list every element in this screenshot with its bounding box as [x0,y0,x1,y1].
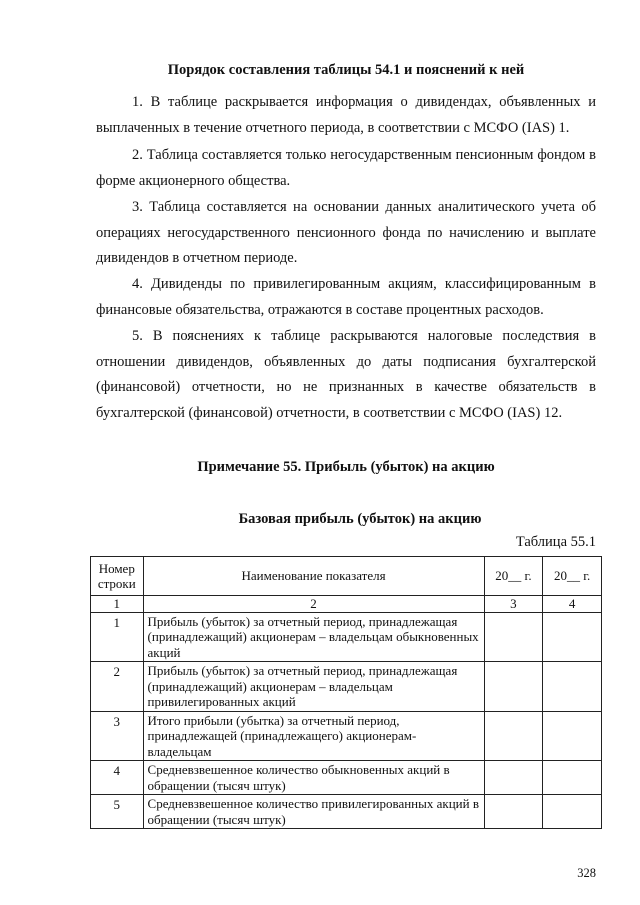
row-value-year-1[interactable] [484,612,543,662]
row-num: 1 [91,612,144,662]
index-cell-3: 3 [484,596,543,613]
row-name: Итого прибыли (убытка) за отчетный период, принадлежащей (принадлежащего) акционерам-владельцам [143,711,484,761]
header-year-1: 20__ г. [484,557,543,596]
header-name: Наименование показателя [143,557,484,596]
row-value-year-2[interactable] [543,612,602,662]
row-name: Средневзвешенное количество привилегированных акций в обращении (тысяч штук) [143,795,484,829]
row-num: 2 [91,662,144,712]
row-value-year-2[interactable] [543,662,602,712]
paragraph-5: 5. В пояснениях к таблице раскрываются налоговые последствия в отношении дивидендов, объявленных до даты подписания бухгалтерской (финансовой) отчетности, но не признанных в качестве обязательств в бухгалтерской (финансовой) отчетности, в соответствии с МСФО (IAS) 12. [96,328,596,421]
table-index-row [91,596,602,613]
row-num: 3 [91,711,144,761]
row-num: 5 [91,795,144,829]
table-row [91,795,602,829]
row-name: Средневзвешенное количество обыкновенных акций в обращении (тысяч штук) [143,761,484,795]
page-number: 328 [577,866,596,880]
row-value-year-2[interactable] [543,761,602,795]
header-num: Номер строки [91,557,144,596]
note-heading: Примечание 55. Прибыль (убыток) на акцию [197,459,495,475]
row-value-year-1[interactable] [484,662,543,712]
table-title: Базовая прибыль (убыток) на акцию [238,511,482,527]
row-name: Прибыль (убыток) за отчетный период, принадлежащая (принадлежащий) акционерам – владельцам привилегированных акций [143,662,484,712]
table-caption: Таблица 55.1 [515,534,596,550]
table-row [91,612,602,662]
index-cell-2: 2 [143,596,484,613]
paragraph-1: 1. В таблице раскрывается информация о дивидендах, объявленных и выплаченных в течение отчетного периода, в соответствии с МСФО (IAS) 1. [96,94,596,136]
row-value-year-2[interactable] [543,711,602,761]
row-value-year-2[interactable] [543,795,602,829]
index-cell-4: 4 [543,596,602,613]
index-cell-1: 1 [91,596,144,613]
header-year-2: 20__ г. [543,557,602,596]
paragraph-4: 4. Дивиденды по привилегированным акциям, классифицированным в финансовые обязательства, отражаются в составе процентных расходов. [96,276,596,318]
table-row [91,662,602,712]
row-value-year-1[interactable] [484,761,543,795]
paragraph-3: 3. Таблица составляется на основании данных аналитического учета об операциях негосударственного пенсионного фонда по начислению и выплате дивидендов в отчетном периоде. [96,199,596,266]
eps-table [90,556,602,829]
paragraph-2: 2. Таблица составляется только негосударственным пенсионным фондом в форме акционерного общества. [96,147,596,189]
table-header-row [91,557,602,596]
row-name: Прибыль (убыток) за отчетный период, принадлежащая (принадлежащий) акционерам – владельцам обыкновенных акций [143,612,484,662]
table-row [91,711,602,761]
row-num: 4 [91,761,144,795]
row-value-year-1[interactable] [484,711,543,761]
section-heading: Порядок составления таблицы 54.1 и пояснений к ней [167,62,525,78]
table-row [91,761,602,795]
row-value-year-1[interactable] [484,795,543,829]
